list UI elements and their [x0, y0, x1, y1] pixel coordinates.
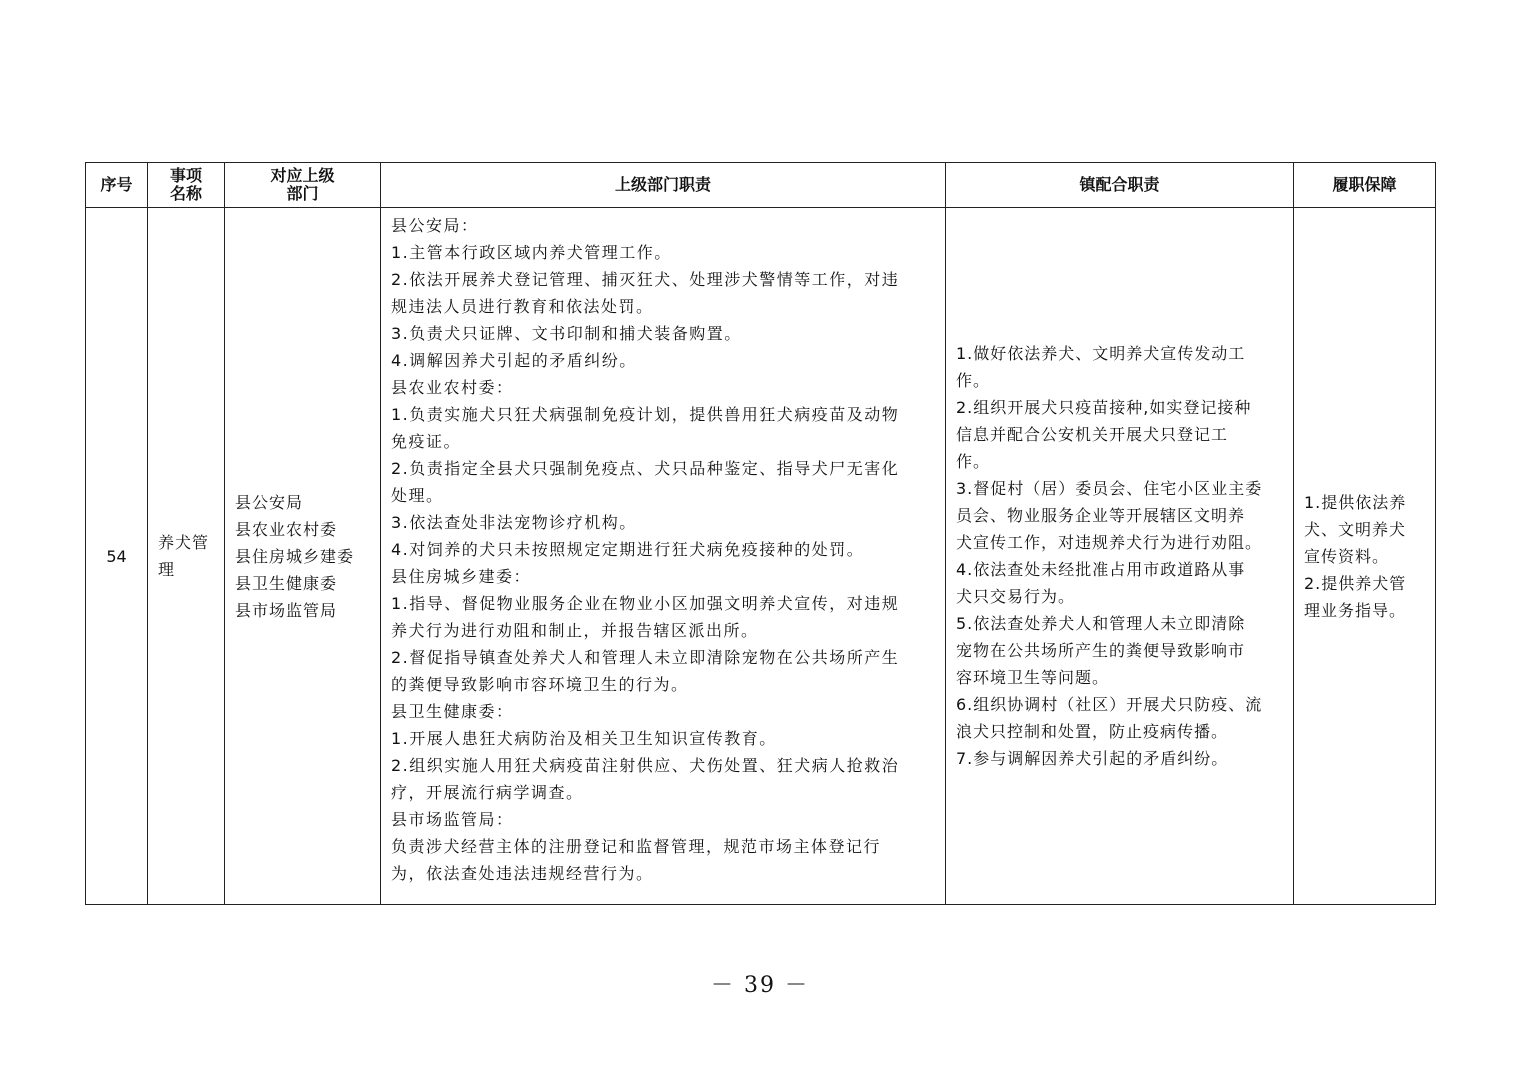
upper-duty-line: 的粪便导致影响市容环境卫生的行为。	[391, 675, 689, 694]
town-duty-line: 信息并配合公安机关开展犬只登记工	[956, 425, 1229, 444]
upper-duty-line: 县住房城乡建委：	[391, 567, 532, 586]
header-upper-duty: 上级部门职责	[381, 163, 946, 208]
upper-duty-line: 县卫生健康委：	[391, 702, 514, 721]
guarantee-line: 1.提供依法养	[1304, 492, 1407, 512]
town-duty-line: 1.做好依法养犬、文明养犬宣传发动工	[956, 344, 1246, 363]
cell-upper-duty	[381, 208, 946, 905]
town-duty-line: 6.组织协调村（社区）开展犬只防疫、流	[956, 695, 1263, 714]
upper-duty-line: 1.开展人患狂犬病防治及相关卫生知识宣传教育。	[391, 729, 777, 748]
town-duty-line: 员会、物业服务企业等开展辖区文明养	[956, 506, 1246, 525]
upper-duty-line: 1.主管本行政区域内养犬管理工作。	[391, 243, 672, 262]
town-duty-line: 2.组织开展犬只疫苗接种,如实登记接种	[956, 398, 1252, 417]
town-duty-line: 3.督促村（居）委员会、住宅小区业主委	[956, 479, 1263, 498]
upper-duty-line: 负责涉犬经营主体的注册登记和监督管理，规范市场主体登记行	[391, 837, 882, 856]
header-item-name-line: 名称	[169, 184, 202, 203]
header-item-name-line: 事项	[169, 166, 202, 185]
upper-duty-line: 县农业农村委：	[391, 378, 514, 397]
header-seq: 序号	[86, 163, 148, 208]
upper-duty-line: 2.督促指导镇查处养犬人和管理人未立即清除宠物在公共场所产生	[391, 648, 900, 667]
item-name-line: 理	[158, 560, 176, 579]
upper-duty-line: 3.负责犬只证牌、文书印制和捕犬装备购置。	[391, 324, 742, 343]
upper-duty-line: 养犬行为进行劝阻和制止，并报告辖区派出所。	[391, 621, 759, 640]
header-town-duty: 镇配合职责	[946, 163, 1294, 208]
header-upper-dept	[225, 163, 381, 208]
upper-duty-line: 4.对饲养的犬只未按照规定定期进行狂犬病免疫接种的处罚。	[391, 540, 865, 559]
guarantee-line: 2.提供养犬管	[1304, 573, 1407, 593]
upper-duty-line: 3.依法查处非法宠物诊疗机构。	[391, 513, 637, 532]
upper-duty-line: 处理。	[391, 486, 444, 505]
town-duty-line: 作。	[956, 452, 991, 471]
cell-guarantee	[1294, 208, 1436, 905]
upper-duty-line: 县公安局：	[391, 216, 479, 235]
dept-line: 县农业农村委	[235, 519, 338, 539]
header-guarantee: 履职保障	[1294, 163, 1436, 208]
upper-duty-line: 规违法人员进行教育和依法处罚。	[391, 297, 654, 316]
header-item-name	[148, 163, 225, 208]
cell-town-duty	[946, 208, 1294, 905]
town-duty-line: 7.参与调解因养犬引起的矛盾纠纷。	[956, 749, 1229, 768]
town-duty-line: 犬只交易行为。	[956, 587, 1076, 606]
town-duty-line: 4.依法查处未经批准占用市政道路从事	[956, 560, 1246, 579]
town-duty-line: 容环境卫生等问题。	[956, 668, 1110, 687]
upper-duty-line: 4.调解因养犬引起的矛盾纠纷。	[391, 351, 637, 370]
town-duty-line: 浪犬只控制和处置，防止疫病传播。	[956, 722, 1229, 741]
duty-table	[85, 162, 1436, 905]
town-duty-line: 5.依法查处养犬人和管理人未立即清除	[956, 614, 1246, 633]
town-duty-line: 犬宣传工作，对违规养犬行为进行劝阻。	[956, 533, 1263, 552]
cell-item-name	[148, 208, 225, 905]
dept-line: 县卫生健康委	[235, 573, 338, 593]
upper-duty-line: 1.负责实施犬只狂犬病强制免疫计划，提供兽用狂犬病疫苗及动物	[391, 405, 900, 424]
upper-duty-line: 1.指导、督促物业服务企业在物业小区加强文明养犬宣传，对违规	[391, 594, 900, 613]
upper-duty-line: 疗，开展流行病学调查。	[391, 783, 584, 802]
page-number: － 39 －	[711, 973, 809, 998]
town-duty-line: 宠物在公共场所产生的粪便导致影响市	[956, 641, 1246, 660]
town-duty-line: 作。	[956, 371, 991, 390]
dept-line: 县公安局	[235, 492, 304, 512]
dept-line: 县住房城乡建委	[235, 546, 355, 566]
cell-upper-depts	[225, 208, 381, 905]
header-upper-dept-line: 对应上级	[270, 166, 335, 185]
upper-duty-line: 为，依法查处违法违规经营行为。	[391, 864, 654, 883]
guarantee-line: 宣传资料。	[1304, 546, 1390, 566]
item-name-line: 养犬管	[158, 533, 210, 552]
upper-duty-line: 2.组织实施人用狂犬病疫苗注射供应、犬伤处置、狂犬病人抢救治	[391, 756, 900, 775]
guarantee-line: 犬、文明养犬	[1304, 519, 1407, 539]
upper-duty-line: 2.负责指定全县犬只强制免疫点、犬只品种鉴定、指导犬尸无害化	[391, 459, 900, 478]
guarantee-line: 理业务指导。	[1304, 600, 1407, 620]
header-upper-dept-line: 部门	[286, 184, 319, 203]
upper-duty-line: 免疫证。	[391, 432, 462, 451]
upper-duty-line: 县市场监管局：	[391, 810, 514, 829]
dept-line: 县市场监管局	[235, 600, 338, 620]
table-header-row	[86, 163, 1436, 208]
upper-duty-line: 2.依法开展养犬登记管理、捕灭狂犬、处理涉犬警情等工作，对违	[391, 270, 900, 289]
cell-seq: 54	[86, 208, 148, 905]
table-row	[86, 208, 1436, 905]
